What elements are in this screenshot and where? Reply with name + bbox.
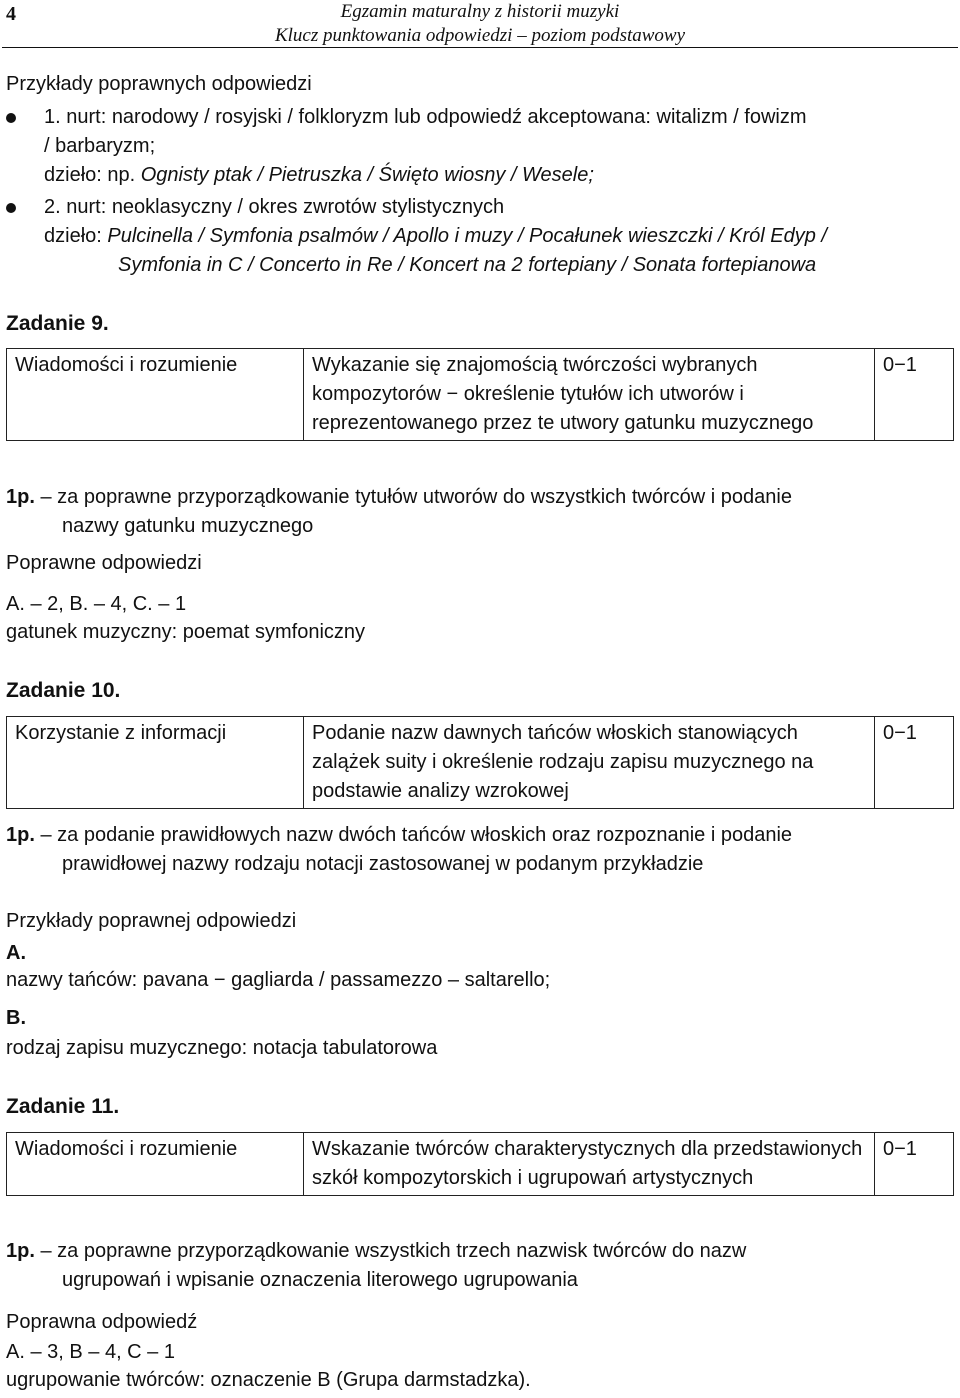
task10-scoring xyxy=(6,821,954,879)
task9-score-text: – za poprawne przyporządkowanie tytułów utworów do wszystkich twórców i podanie xyxy=(34,486,792,508)
bullet-icon xyxy=(6,203,16,213)
task8-item2-line2 xyxy=(44,222,827,251)
task10-b-label: B. xyxy=(6,1007,26,1029)
task11-score-text: – za poprawne przyporządkowanie wszystkich trzech nazwisk twórców do nazw xyxy=(34,1240,747,1262)
task10-points: 0−1 xyxy=(875,717,954,809)
task8-item1-prefix: dzieło: np. xyxy=(44,164,141,186)
task11-title: Zadanie 11. xyxy=(6,1095,120,1118)
task9-score-text2: nazwy gatunku muzycznego xyxy=(62,515,314,537)
header-title-line1: Egzamin maturalny z historii muzyki xyxy=(340,1,620,22)
bullet-icon xyxy=(6,113,16,123)
header-title-line2: Klucz punktowania odpowiedzi – poziom podstawowy xyxy=(274,25,686,46)
task11-requirement: Wskazanie twórców charakterystycznych dla przedstawionych szkół kompozytorskich i ugrupowań artystycznych xyxy=(304,1133,875,1196)
task11-score-points: 1p. xyxy=(6,1240,35,1262)
page-header xyxy=(0,0,960,48)
task10-requirement: Podanie nazw dawnych tańców włoskich stanowiących zalążek suity i określenie rodzaju zapisu muzycznego na podstawie analizy wzrokowej xyxy=(304,717,875,809)
task11-answers-line: A. – 3, B – 4, C – 1 xyxy=(6,1341,175,1363)
task10-score-points: 1p. xyxy=(6,824,35,846)
task9-answers-line: A. – 2, B. – 4, C. – 1 xyxy=(6,593,187,615)
task9-area: Wiadomości i rozumienie xyxy=(7,349,304,441)
task11-group-line: ugrupowanie twórców: oznaczenie B (Grupa darmstadzka). xyxy=(6,1369,531,1391)
task10-b-text: rodzaj zapisu muzycznego: notacja tabulatorowa xyxy=(6,1037,438,1059)
task10-area: Korzystanie z informacji xyxy=(7,717,304,809)
task9-criteria-table xyxy=(6,348,954,441)
table-row xyxy=(7,349,954,441)
table-row xyxy=(7,1133,954,1196)
task10-answers-heading: Przykłady poprawnej odpowiedzi xyxy=(6,910,297,932)
task10-score-text2: prawidłowej nazwy rodzaju notacji zastosowanej w podanym przykładzie xyxy=(62,853,704,875)
task8-item1-works: Ognisty ptak / Pietruszka / Święto wiosny / Wesele; xyxy=(140,164,594,186)
page-number: 4 xyxy=(6,3,16,25)
header-rule xyxy=(2,47,958,48)
task10-title: Zadanie 10. xyxy=(6,679,121,702)
header-title xyxy=(0,0,960,48)
table-row xyxy=(7,717,954,809)
task10-criteria-table xyxy=(6,716,954,809)
task8-item2-line3: Symfonia in C / Concerto in Re / Koncert na 2 fortepiany / Sonata fortepianowa xyxy=(118,254,817,276)
task11-scoring xyxy=(6,1237,954,1295)
task9-answers-heading: Poprawne odpowiedzi xyxy=(6,552,202,574)
task9-title: Zadanie 9. xyxy=(6,312,109,335)
task11-score-text2: ugrupowań i wpisanie oznaczenia literowego ugrupowania xyxy=(62,1269,578,1291)
task9-scoring xyxy=(6,483,954,541)
task9-points: 0−1 xyxy=(875,349,954,441)
task8-item1-line2: / barbaryzm; xyxy=(44,135,156,157)
task8-item2-line1: 2. nurt: neoklasyczny / okres zwrotów stylistycznych xyxy=(44,196,505,218)
task11-criteria-table xyxy=(6,1132,954,1196)
task10-a-label: A. xyxy=(6,942,26,964)
task10-score-text: – za podanie prawidłowych nazw dwóch tańców włoskich oraz rozpoznanie i podanie xyxy=(34,824,793,846)
task10-a-text: nazwy tańców: pavana − gagliarda / passamezzo – saltarello; xyxy=(6,969,551,991)
task11-points: 0−1 xyxy=(875,1133,954,1196)
task9-genre-line: gatunek muzyczny: poemat symfoniczny xyxy=(6,621,366,643)
task8-item2-prefix: dzieło: xyxy=(44,225,108,247)
task8-item1-line3 xyxy=(44,161,594,190)
task11-area: Wiadomości i rozumienie xyxy=(7,1133,304,1196)
task11-answers-heading: Poprawna odpowiedź xyxy=(6,1311,198,1333)
task8-item1-line1: 1. nurt: narodowy / rosyjski / folkloryzm lub odpowiedź akceptowana: witalizm / fowizm xyxy=(44,106,807,128)
task9-score-points: 1p. xyxy=(6,486,35,508)
task9-requirement: Wykazanie się znajomością twórczości wybranych kompozytorów − określenie tytułów ich utworów i reprezentowanego przez te utwory gatunku muzycznego xyxy=(304,349,875,441)
task8-answers-heading: Przykłady poprawnych odpowiedzi xyxy=(6,73,312,95)
task8-item2-works: Pulcinella / Symfonia psalmów / Apollo i muzy / Pocałunek wieszczki / Król Edyp / xyxy=(107,225,827,247)
